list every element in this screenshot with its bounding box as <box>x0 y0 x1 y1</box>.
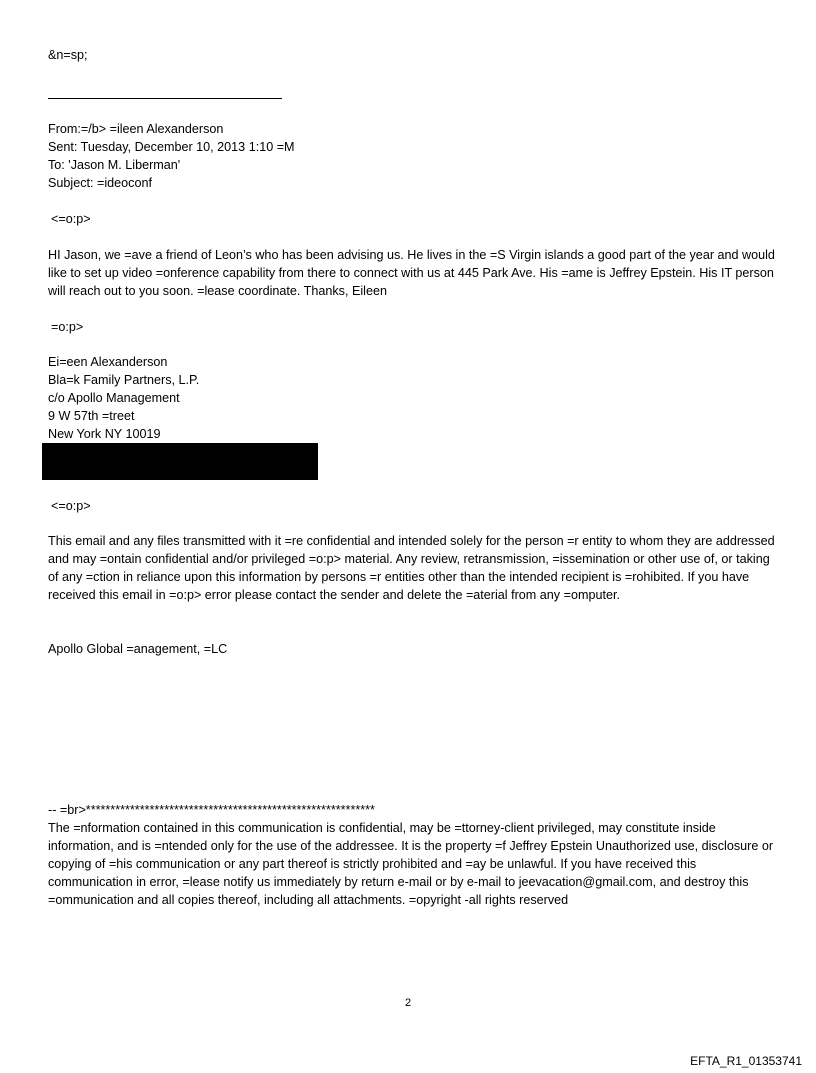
company-line: Apollo Global =anagement, =LC <box>48 642 228 656</box>
confidentiality-notice <box>48 532 778 604</box>
confidentiality-text: This email and any files transmitted with it =re confidential and intended solely for the person =r entity to whom they are addressed and may =ontain confidential and/or privileged =o:p> material. Any review, retransmission, =issemination or other use of, or taking of any =ction in reliance upon this information by persons =r entities other than the intended recipient is =rohibited. If you have received this email in =o:p> error please contact the sender and delete the =aterial from any =omputer. <box>48 534 775 602</box>
to-line: To: 'Jason M. Liberman' <box>48 158 181 172</box>
header-entity: &n=sp; <box>48 48 88 62</box>
signature-company: Bla=k Family Partners, L.P. <box>48 373 200 387</box>
footer-disclaimer-text: The =nformation contained in this communication is confidential, may be =ttorney-client privileged, may constitute inside information, and is =ntended only for the use of the addressee. It is the property =f Jeffrey Epstein Unauthorized use, disclosure or copying of =his communication or any part thereof is strictly prohibited and =ay be unlawful. If you have received this communication in error, =lease notify us immediately by return e-mail or by e-mail to jeevacation@gmail.com, and destroy this =ommunication and all copies thereof, including all attachments. =opyright -all rights reserved <box>48 821 774 907</box>
signature-name: Ei=een Alexanderson <box>48 355 168 369</box>
email-header <box>48 120 778 192</box>
from-line: From:=/b> =ileen Alexanderson <box>48 122 224 136</box>
signature-street: 9 W 57th =treet <box>48 409 135 423</box>
signature-care-of: c/o Apollo Management <box>48 391 180 405</box>
markup-tag-2: =o:p> <box>51 320 84 334</box>
signature-block <box>48 353 778 443</box>
page-number: 2 <box>404 997 412 1009</box>
footer-disclaimer <box>48 819 778 909</box>
header-rule <box>48 98 282 99</box>
redaction-box <box>42 443 318 480</box>
subject-line: Subject: =ideoconf <box>48 176 152 190</box>
body-text: HI Jason, we =ave a friend of Leon’s who has been advising us. He lives in the =S Virgin islands a good part of the year and would like to set up video =onference capability from there to connect with us at 445 Park Ave. His =ame is Jeffrey Epstein. His IT person will reach out to you soon. =lease coordinate. Thanks, Eileen <box>48 248 775 298</box>
separator-line: -- =br>*********************************************************** <box>48 803 375 817</box>
sent-line: Sent: Tuesday, December 10, 2013 1:10 =M <box>48 140 295 154</box>
markup-tag-1: <=o:p> <box>51 212 91 226</box>
body-paragraph <box>48 246 778 300</box>
bates-number: EFTA_R1_01353741 <box>690 1054 802 1068</box>
signature-city: New York NY 10019 <box>48 427 161 441</box>
markup-tag-3: <=o:p> <box>51 499 91 513</box>
